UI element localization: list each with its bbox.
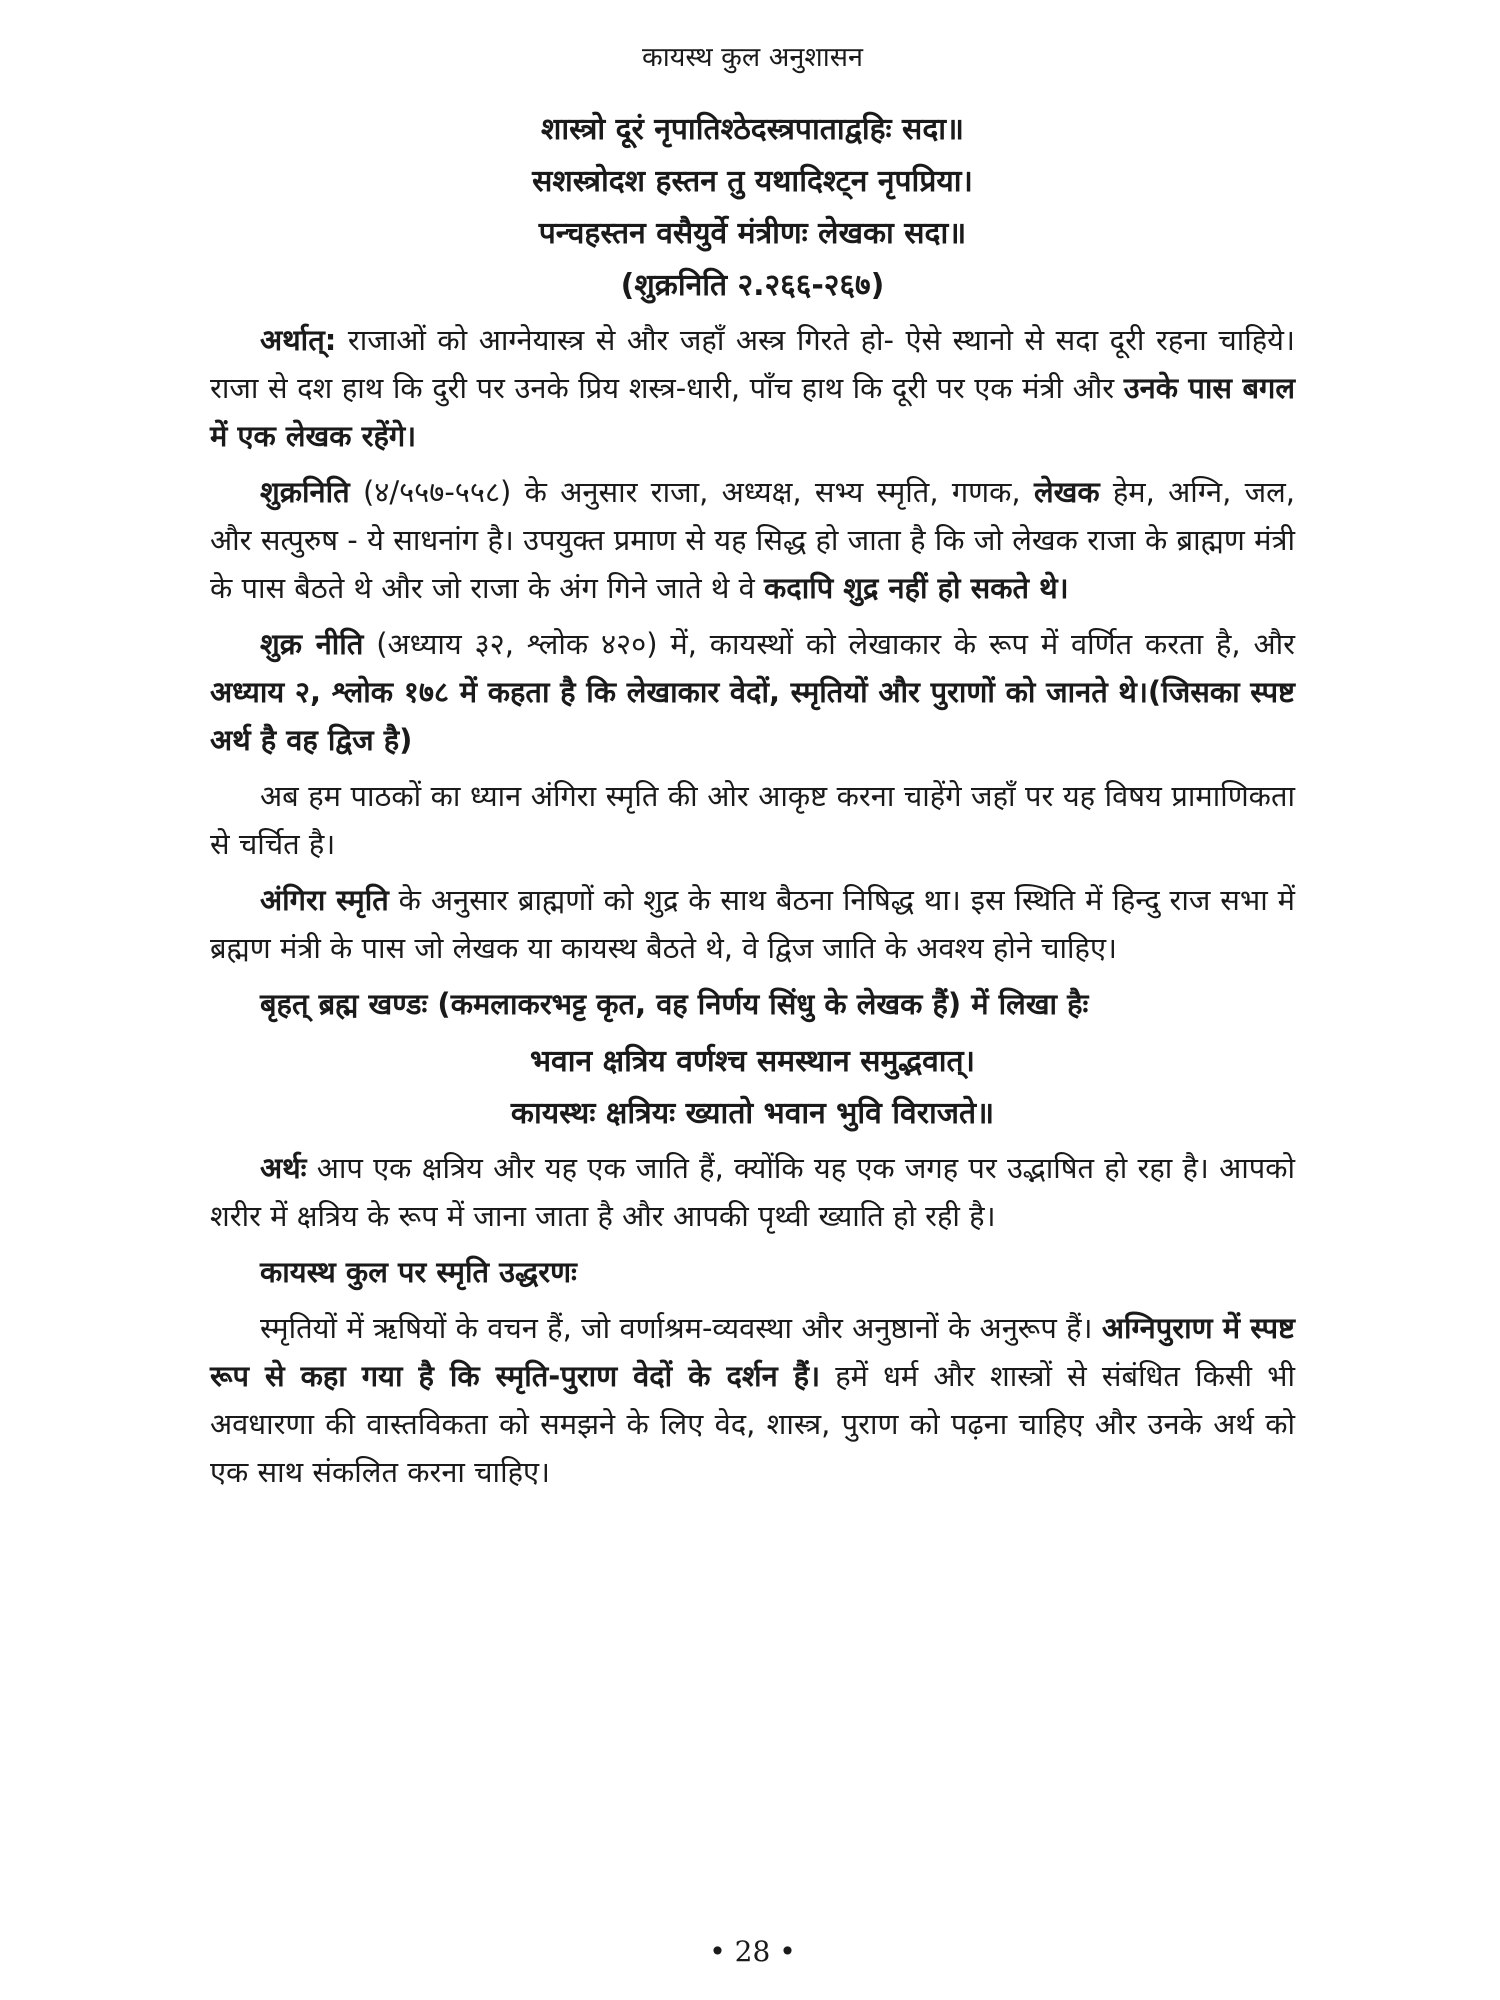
paragraph-text: हमें धर्म और शास्त्रों से संबंधित किसी भी अवधारणा की वास्तविकता को समझने के लिए वेद, शास्त्र, पुराण को पढ़ना चाहिए और उनके अर्थ को एक साथ संकलित करना चाहिए। (210, 1359, 1295, 1489)
paragraph-text: हेम, अग्नि, जल, और सत्पुरुष - ये साधनांग है। उपयुक्त प्रमाण से यह सिद्ध हो जाता है कि जो लेखक राजा के ब्राह्मण मंत्री के पास बैठते थे और जो राजा के अंग गिने जाते थे वे (210, 475, 1295, 605)
document-page (210, 40, 1295, 1970)
paragraph-emphasis: कदापि शुद्र नहीं हो सकते थे। (764, 571, 1069, 605)
paragraph-meaning-1 (210, 316, 1295, 460)
paragraph-lead: शुक्रनिति (260, 475, 350, 509)
section-subheading: कायस्थ कुल पर स्मृति उद्धरणः (260, 1255, 577, 1289)
paragraph-smriti-quotes (210, 1304, 1295, 1496)
paragraph-text: स्मृतियों में ऋषियों के वचन हैं, जो वर्णाश्रम-व्यवस्था और अनुष्ठानों के अनुरूप हैं। (260, 1311, 1102, 1345)
verse-citation: (शुक्रनिति २.२६६-२६७) (620, 268, 885, 303)
verse-line: कायस्थः क्षत्रियः ख्यातो भवान भुवि विराजते॥ (510, 1096, 995, 1131)
paragraph-meaning-2 (210, 1144, 1295, 1240)
paragraph-text: के अनुसार ब्राह्मणों को शुद्र के साथ बैठना निषिद्ध था। इस स्थिति में हिन्दु राज सभा में ब्रह्मण मंत्री के पास जो लेखक या कायस्थ बैठते थे, वे द्विज जाति के अवश्य होने चाहिए। (210, 883, 1295, 965)
paragraph-emphasis: अग्निपुराण में स्पष्ट रूप से कहा गया है कि स्मृति-पुराण वेदों के दर्शन हैं। (210, 1311, 1295, 1393)
verse-line: सशस्त्रोदश हस्तन तु यथादिश्ट्न नृपप्रिया। (532, 164, 973, 199)
paragraph-angira-smriti (210, 876, 1295, 972)
paragraph-brihat-brahma-khand: बृहत् ब्रह्म खण्डः (कमलाकरभट्ट कृत, वह निर्णय सिंधु के लेखक हैं) में लिखा हैः (260, 987, 1089, 1021)
paragraph-text: आप एक क्षत्रिय और यह एक जाति हैं, क्योंकि यह एक जगह पर उद्भाषित हो रहा है। आपको शरीर में क्षत्रिय के रूप में जाना जाता है और आपकी पृथ्वी ख्याति हो रही है। (210, 1151, 1295, 1233)
verse-line: शास्त्रो दूरं नृपातिश्ठेदस्त्रपाताद्वहिः सदा॥ (540, 112, 964, 147)
running-head: कायस्थ कुल अनुशासन (641, 42, 863, 73)
paragraph-lead: अर्थात्: (260, 323, 337, 357)
verse-block-shukraniti (210, 104, 1295, 312)
paragraph-lead: अंगिरा स्मृति (260, 883, 389, 917)
paragraph-emphasis: अध्याय २, श्लोक १७८ में कहता है कि लेखाकार वेदों, स्मृतियों और पुराणों को जानते थे।(जिसका स्पष्ट अर्थ है वह द्विज है) (210, 675, 1295, 757)
page-number: • 28 • (709, 1935, 796, 1968)
verse-block-kshatriya (210, 1036, 1295, 1140)
paragraph-shukra-niti (210, 620, 1295, 764)
verse-line: पन्चहस्तन वसैयुर्वे मंत्रीणः लेखका सदा॥ (538, 216, 967, 251)
paragraph-lead: अर्थः (260, 1151, 307, 1185)
paragraph-text: (४/५५७-५५८) के अनुसार राजा, अध्यक्ष, सभ्य स्मृति, गणक, (349, 475, 1034, 509)
paragraph-emphasis: उनके पास बगल में एक लेखक रहेंगे। (210, 371, 1295, 453)
paragraph-shukraniti (210, 468, 1295, 612)
paragraph-angira-intro: अब हम पाठकों का ध्यान अंगिरा स्मृति की ओर आकृष्ट करना चाहेंगे जहाँ पर यह विषय प्रामाणिकता से चर्चित है। (210, 779, 1295, 861)
paragraph-lead: शुक्र नीति (260, 627, 364, 661)
verse-line: भवान क्षत्रिय वर्णश्च समस्थान समुद्भवात्। (529, 1044, 976, 1079)
paragraph-text: (अध्याय ३२, श्लोक ४२०) में, कायस्थों को लेखाकार के रूप में वर्णित करता है, और (363, 627, 1295, 661)
paragraph-text: राजाओं को आग्नेयास्त्र से और जहाँ अस्त्र गिरते हो- ऐसे स्थानो से सदा दूरी रहना चाहिये। राजा से दश हाथ कि दुरी पर उनके प्रिय शस्त्र-धारी, पाँच हाथ कि दूरी पर एक मंत्री और (210, 323, 1295, 405)
paragraph-emphasis: लेखक (1033, 475, 1100, 509)
